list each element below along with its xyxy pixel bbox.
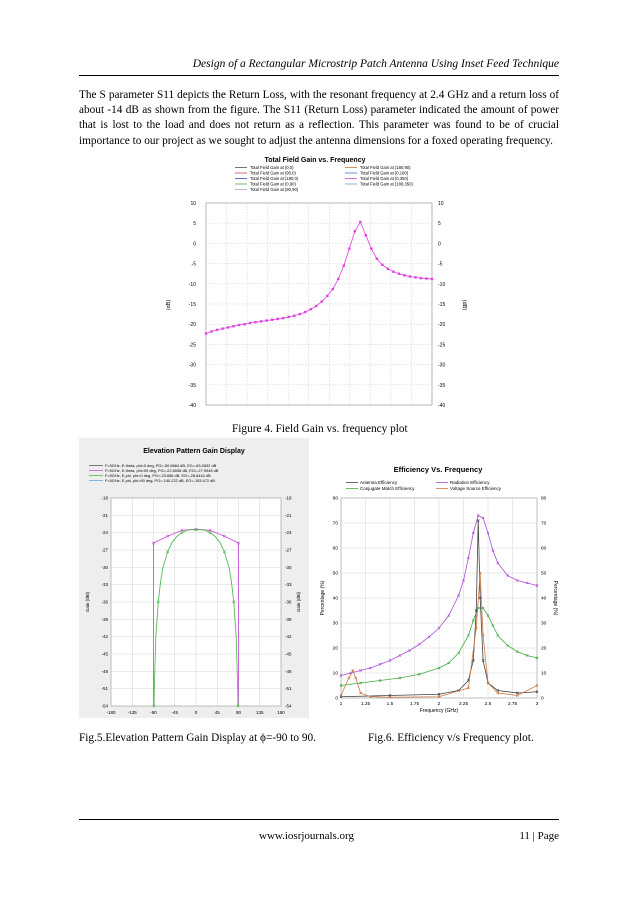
x-tick-label: 180	[277, 710, 285, 715]
y-tick-label: -35	[438, 382, 446, 389]
figure-5-caption: Fig.5.Elevation Pattern Gain Display at ϕ=-90 to 90.	[79, 732, 316, 744]
chart-title: Total Field Gain vs. Frequency	[264, 157, 366, 164]
y-axis-label-right: Gain (dBi)	[296, 591, 301, 613]
legend-label: F=5GHz, E-theta, phi=90 deg, PG=-22.6538 dB, EG=-27.9948 dB	[105, 468, 219, 473]
y-tick-label: 50	[332, 571, 338, 577]
y-tick-label: -30	[101, 564, 108, 570]
data-point	[315, 305, 317, 307]
data-point	[343, 264, 345, 266]
data-point	[299, 313, 301, 315]
y-tick-label: -21	[285, 512, 292, 518]
x-tick-label: 2	[437, 702, 441, 707]
y-tick-label: -27	[101, 547, 108, 553]
y-tick-label: -39	[285, 616, 292, 622]
data-point	[348, 247, 350, 249]
y-tick-label: -48	[101, 668, 108, 674]
legend-label: Total Field Gain at (0,350)	[360, 176, 409, 181]
y-tick-label: 70	[332, 521, 338, 527]
data-point	[276, 318, 278, 320]
data-point	[381, 264, 383, 266]
y-tick-label: -51	[285, 686, 292, 692]
legend-label: Conjugate Match Efficiency	[360, 486, 415, 491]
chart-legend	[346, 480, 502, 491]
y-tick-label: -25	[438, 342, 446, 349]
footer-url: www.iosrjournals.org	[259, 830, 355, 842]
y-tick-label: -5	[438, 261, 443, 268]
y-tick-label: -18	[101, 495, 108, 501]
data-point	[409, 275, 411, 277]
y-tick-label: 5	[193, 221, 196, 228]
y-tick-label: -35	[188, 382, 196, 389]
data-point	[321, 300, 323, 302]
data-point	[287, 316, 289, 318]
data-point	[221, 327, 223, 329]
page-number: 11 | Page	[519, 830, 559, 842]
y-tick-label: -36	[101, 599, 108, 605]
figure-4-caption: Figure 4. Field Gain vs. frequency plot	[232, 423, 408, 435]
y-tick-label: -42	[101, 634, 108, 640]
legend-label: Total Field Gain at (90,0)	[250, 170, 296, 176]
x-tick-label: 1.5	[386, 702, 394, 707]
data-point	[420, 277, 422, 279]
y-tick-label: 30	[541, 621, 547, 627]
y-axis-label-right: (dB)	[461, 299, 467, 311]
y-tick-label: -15	[188, 302, 196, 308]
body-paragraph: The S parameter S11 depicts the Return Loss, with the resonant frequency at 2.4 GHz and a return loss of about -14 dB as shown from the figure. The S11 (Return Loss) parameter indicated the amount of power that is lost to the load and does not return as a reflection. This parameter was found to be of crucial importance to our project as we sought to adjust the antenna dimensions for a foxed operating frequency.	[79, 89, 559, 147]
y-tick-label: -24	[285, 530, 292, 536]
y-tick-label: -30	[188, 362, 196, 369]
x-tick-label: 135	[255, 710, 264, 715]
y-tick-label: 10	[438, 201, 444, 207]
x-tick-label: 1.25	[360, 702, 371, 707]
data-point	[332, 288, 334, 290]
y-tick-label: -54	[101, 703, 108, 709]
data-point	[370, 247, 372, 249]
y-tick-label: 80	[541, 496, 547, 502]
x-tick-label: 45	[214, 710, 220, 715]
y-tick-label: -27	[285, 547, 292, 553]
data-point	[260, 320, 262, 322]
legend-label: Total Field Gain at (0,90)	[250, 181, 296, 187]
data-point	[254, 321, 256, 323]
x-tick-label: -45	[171, 710, 179, 715]
y-tick-label: 10	[541, 671, 547, 677]
chart-title: Elevation Pattern Gain Display	[143, 448, 245, 455]
x-tick-label: 0	[194, 710, 198, 715]
legend-label: Total Field Gain at (180,350)	[360, 181, 413, 187]
chart-title: Efficiency Vs. Frequency	[393, 465, 483, 474]
data-point	[359, 221, 361, 223]
x-tick-label: 2.5	[484, 702, 492, 707]
chart-legend	[235, 165, 413, 192]
y-tick-label: 10	[190, 201, 196, 207]
y-tick-label: 0	[438, 241, 441, 248]
y-tick-label: 60	[541, 546, 547, 552]
y-tick-label: 80	[332, 496, 338, 502]
y-tick-label: -39	[101, 616, 108, 622]
data-point	[210, 330, 212, 332]
y-tick-label: 0	[541, 696, 544, 702]
y-tick-label: -10	[188, 281, 196, 288]
field-gain-chart	[150, 150, 480, 412]
data-point	[337, 278, 339, 280]
elevation-pattern-chart	[79, 438, 309, 718]
y-tick-label: -42	[285, 634, 292, 640]
y-tick-label: 20	[541, 646, 547, 652]
data-point	[205, 332, 207, 334]
legend-label: Radiation Efficiency	[450, 480, 490, 485]
y-tick-label: 5	[438, 221, 441, 228]
data-point	[265, 319, 267, 321]
legend-label: Voltage Source Efficiency	[450, 486, 501, 491]
data-point	[398, 273, 400, 275]
y-tick-label: 0	[193, 241, 196, 248]
y-tick-label: -51	[101, 686, 108, 692]
header-rule	[79, 75, 559, 76]
legend-label: Total Field Gain at (0,0)	[250, 165, 294, 170]
x-tick-label: 3	[535, 702, 539, 707]
x-tick-label: 2.25	[458, 702, 469, 707]
legend-label: Total Field Gain at (180,0)	[250, 176, 299, 181]
data-point	[365, 234, 367, 236]
x-tick-label: -90	[150, 710, 157, 715]
y-tick-label: -5	[191, 261, 196, 268]
y-tick-label: -33	[285, 582, 292, 588]
y-tick-label: -54	[285, 703, 292, 709]
data-point	[387, 268, 389, 270]
y-axis-label-right: Percentage (%)	[552, 580, 558, 616]
y-tick-label: -15	[438, 302, 446, 308]
y-tick-label: 60	[332, 546, 338, 552]
data-point	[425, 277, 427, 279]
y-tick-label: -45	[285, 651, 292, 657]
y-tick-label: 50	[541, 571, 547, 577]
legend-label: F=5GHz, E-theta, phi=0 deg, PG=-50.8664 dB, EG=-63.2632 dB	[105, 463, 217, 468]
data-point	[249, 322, 251, 324]
data-point	[310, 308, 312, 310]
y-tick-label: 40	[332, 596, 338, 602]
y-axis-label-left: Gain (dBi)	[85, 591, 90, 613]
y-tick-label: -10	[438, 281, 446, 288]
y-tick-label: -30	[285, 564, 292, 570]
x-tick-label: -135	[127, 710, 137, 715]
legend-label: F=5GHz, E-phi, phi=90 deg, PG=-140.222 dB, EG=-153.472 dB	[105, 478, 215, 483]
data-point	[238, 324, 240, 326]
data-point	[282, 317, 284, 319]
y-tick-label: -48	[285, 668, 292, 674]
data-point	[414, 276, 416, 278]
y-tick-label: -36	[285, 599, 292, 605]
y-tick-label: -33	[101, 582, 108, 588]
y-tick-label: 10	[332, 671, 338, 677]
data-point	[376, 258, 378, 260]
data-point	[227, 326, 229, 328]
y-tick-label: 30	[332, 621, 338, 627]
x-axis-label: Frequency (GHz)	[419, 708, 459, 714]
efficiency-chart	[316, 462, 560, 718]
y-tick-label: 0	[335, 696, 338, 702]
data-point	[232, 325, 234, 327]
data-point	[304, 311, 306, 313]
legend-label: F=5GHz, E-phi, phi=0 deg, PG=-23.656 dB, EG=-28.6416 dB	[105, 473, 211, 478]
data-point	[293, 315, 295, 317]
data-point	[271, 319, 273, 321]
legend-label: Total Field Gain at (0,180)	[360, 170, 409, 176]
y-tick-label: 20	[332, 646, 338, 652]
y-tick-label: -40	[438, 403, 446, 409]
y-axis-label-left: Percentage (%)	[320, 580, 326, 616]
x-tick-label: 1.75	[409, 702, 420, 707]
y-tick-label: 70	[541, 521, 547, 527]
y-tick-label: -45	[101, 651, 108, 657]
data-point	[403, 274, 405, 276]
y-axis-label-left: (dB)	[166, 299, 172, 311]
chart-legend	[89, 463, 219, 483]
y-tick-label: -40	[188, 403, 196, 409]
data-point	[354, 230, 356, 232]
legend-label: Total Field Gain at (180,90)	[360, 165, 411, 170]
legend-label: Antenna Efficiency	[360, 480, 398, 485]
data-point	[326, 295, 328, 297]
y-tick-label: -30	[438, 362, 446, 369]
y-tick-label: -24	[101, 530, 108, 536]
y-tick-label: -25	[188, 342, 196, 349]
figure-6-caption: Fig.6. Efficiency v/s Frequency plot.	[368, 732, 534, 744]
x-tick-label: 2.75	[507, 702, 518, 707]
data-point	[216, 329, 218, 331]
x-tick-label: 1	[339, 702, 343, 707]
y-tick-label: -20	[188, 322, 196, 329]
y-tick-label: -21	[101, 512, 108, 518]
data-point	[431, 278, 433, 280]
y-tick-label: 40	[541, 596, 547, 602]
y-tick-label: -18	[285, 495, 292, 501]
footer-rule	[79, 819, 559, 820]
x-tick-label: 90	[235, 710, 242, 715]
running-header: Design of a Rectangular Microstrip Patch Antenna Using Inset Feed Technique	[192, 58, 559, 70]
legend-label: Total Field Gain at (90,90)	[250, 187, 299, 192]
data-point	[243, 323, 245, 325]
x-tick-label: -180	[106, 710, 116, 715]
y-tick-label: -20	[438, 322, 446, 329]
data-point	[392, 270, 394, 272]
